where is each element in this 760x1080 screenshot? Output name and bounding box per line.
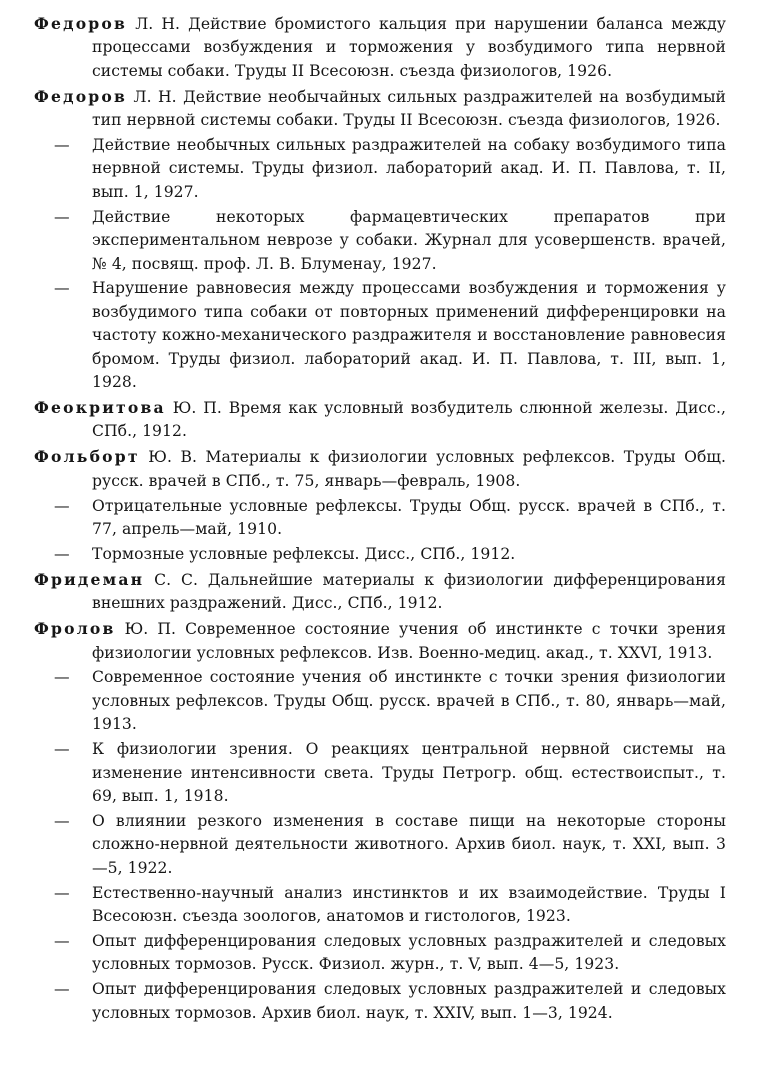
entry-author: Федоров (34, 86, 128, 106)
bibliography-subentry (34, 543, 726, 566)
entry-text: Л. Н. Действие необычайных сильных раздражителей на возбудимый тип нервной системы собаки. Труды II Всесоюзн. съезда физиологов, 1926. (92, 87, 726, 130)
entry-text: Л. Н. Действие бромистого кальция при нарушении баланса между процессами возбуждения и торможения у возбудимого типа нервной системы собаки. Труды II Всесоюзн. съезда физиологов, 1926. (92, 15, 726, 80)
entry-text: Тормозные условные рефлексы. Дисс., СПб., 1912. (92, 544, 516, 563)
bibliography-subentry (34, 738, 726, 808)
entry-text: Ю. В. Материалы к физиологии условных рефлексов. Труды Общ. русск. врачей в СПб., т. 75, январь—февраль, 1908. (92, 448, 726, 490)
entry-text: Опыт дифференцирования следовых условных раздражителей и следовых условных тормозов. Русск. Физиол. журн., т. V, вып. 4—5, 1923. (92, 931, 726, 974)
ditto-dash: — (54, 883, 70, 902)
entry-text: К физиологии зрения. О реакциях центральной нервной системы на изменение интенсивности света. Труды Петрогр. общ. естествоиспыт., т. 69, вып. 1, 1918. (92, 740, 726, 805)
entry-author: Фольборт (34, 447, 140, 467)
bibliography-subentry (34, 277, 726, 394)
ditto-dash: — (54, 279, 70, 298)
ditto-dash: — (54, 207, 70, 226)
entry-text: Действие некоторых фармацевтических препаратов при экспериментальном неврозе у собаки. Журнал для усовершенств. врачей, № 4, посвящ. проф. Л. В. Блуменау, 1927. (92, 207, 726, 273)
bibliography-subentry (34, 134, 726, 204)
ditto-dash: — (54, 496, 70, 515)
ditto-dash: — (54, 811, 70, 830)
entry-text: Ю. П. Время как условный возбудитель слюнной железы. Дисс., СПб., 1912. (92, 399, 726, 441)
bibliography-entry (34, 617, 726, 665)
ditto-dash: — (54, 136, 70, 155)
bibliography-entry (34, 396, 726, 444)
bibliography-entry (34, 85, 726, 133)
bibliography-subentry (34, 666, 726, 736)
bibliography-entry (34, 12, 726, 83)
bibliography-subentry (34, 882, 726, 929)
bibliography-subentry (34, 810, 726, 880)
entry-text: Опыт дифференцирования следовых условных раздражителей и следовых условных тормозов. Архив биол. наук, т. XXIV, вып. 1—3, 1924. (92, 980, 726, 1022)
entry-author: Феокритова (34, 398, 166, 417)
entry-author: Фридеман (34, 569, 145, 589)
entry-text: Действие необычных сильных раздражителей на собаку возбудимого типа нервной системы. Труды физиол. лабораторий акад. И. П. Павлова, т. II, вып. 1, 1927. (92, 136, 726, 201)
entry-text: Отрицательные условные рефлексы. Труды Общ. русск. врачей в СПб., т. 77, апрель—май, 1910. (92, 496, 726, 539)
entry-text: С. С. Дальнейшие материалы к физиологии дифференцирования внешних раздражений. Дисс., СПб., 1912. (92, 570, 726, 613)
bibliography-subentry (34, 978, 726, 1025)
ditto-dash: — (54, 668, 70, 687)
entry-author: Фролов (34, 619, 116, 639)
ditto-dash: — (54, 740, 70, 759)
ditto-dash: — (54, 931, 70, 950)
ditto-dash: — (54, 980, 70, 999)
entry-text: Нарушение равновесия между процессами возбуждения и торможения у возбудимого типа собаки от повторных применений дифференцировки на частоту кожно-механического раздражителя и восстановление равновесия бромом. Труды физиол. лабораторий акад. И. П. Павлова, т. III, вып. 1, 1928. (92, 279, 726, 392)
entry-text: Современное состояние учения об инстинкте с точки зрения физиологии условных рефлексов. Труды Общ. русск. врачей в СПб., т. 80, январь—май, 1913. (92, 668, 726, 734)
bibliography-entry (34, 568, 726, 616)
entry-author: Федоров (34, 14, 128, 33)
bibliography-subentry (34, 495, 726, 542)
ditto-dash: — (54, 544, 70, 563)
entry-text: О влиянии резкого изменения в составе пищи на некоторые стороны сложно-нервной деятельности животного. Архив биол. наук, т. XXI, вып. 3—5, 1922. (92, 811, 726, 877)
bibliography-subentry (34, 930, 726, 977)
bibliography-entry (34, 445, 726, 493)
entry-text: Ю. П. Современное состояние учения об инстинкте с точки зрения физиологии условных рефлексов. Изв. Военно-медиц. акад., т. XXVI, 1913. (92, 620, 726, 662)
entry-text: Естественно-научный анализ инстинктов и их взаимодействие. Труды I Всесоюзн. съезда зоологов, анатомов и гистологов, 1923. (92, 883, 726, 926)
bibliography-subentry (34, 206, 726, 276)
